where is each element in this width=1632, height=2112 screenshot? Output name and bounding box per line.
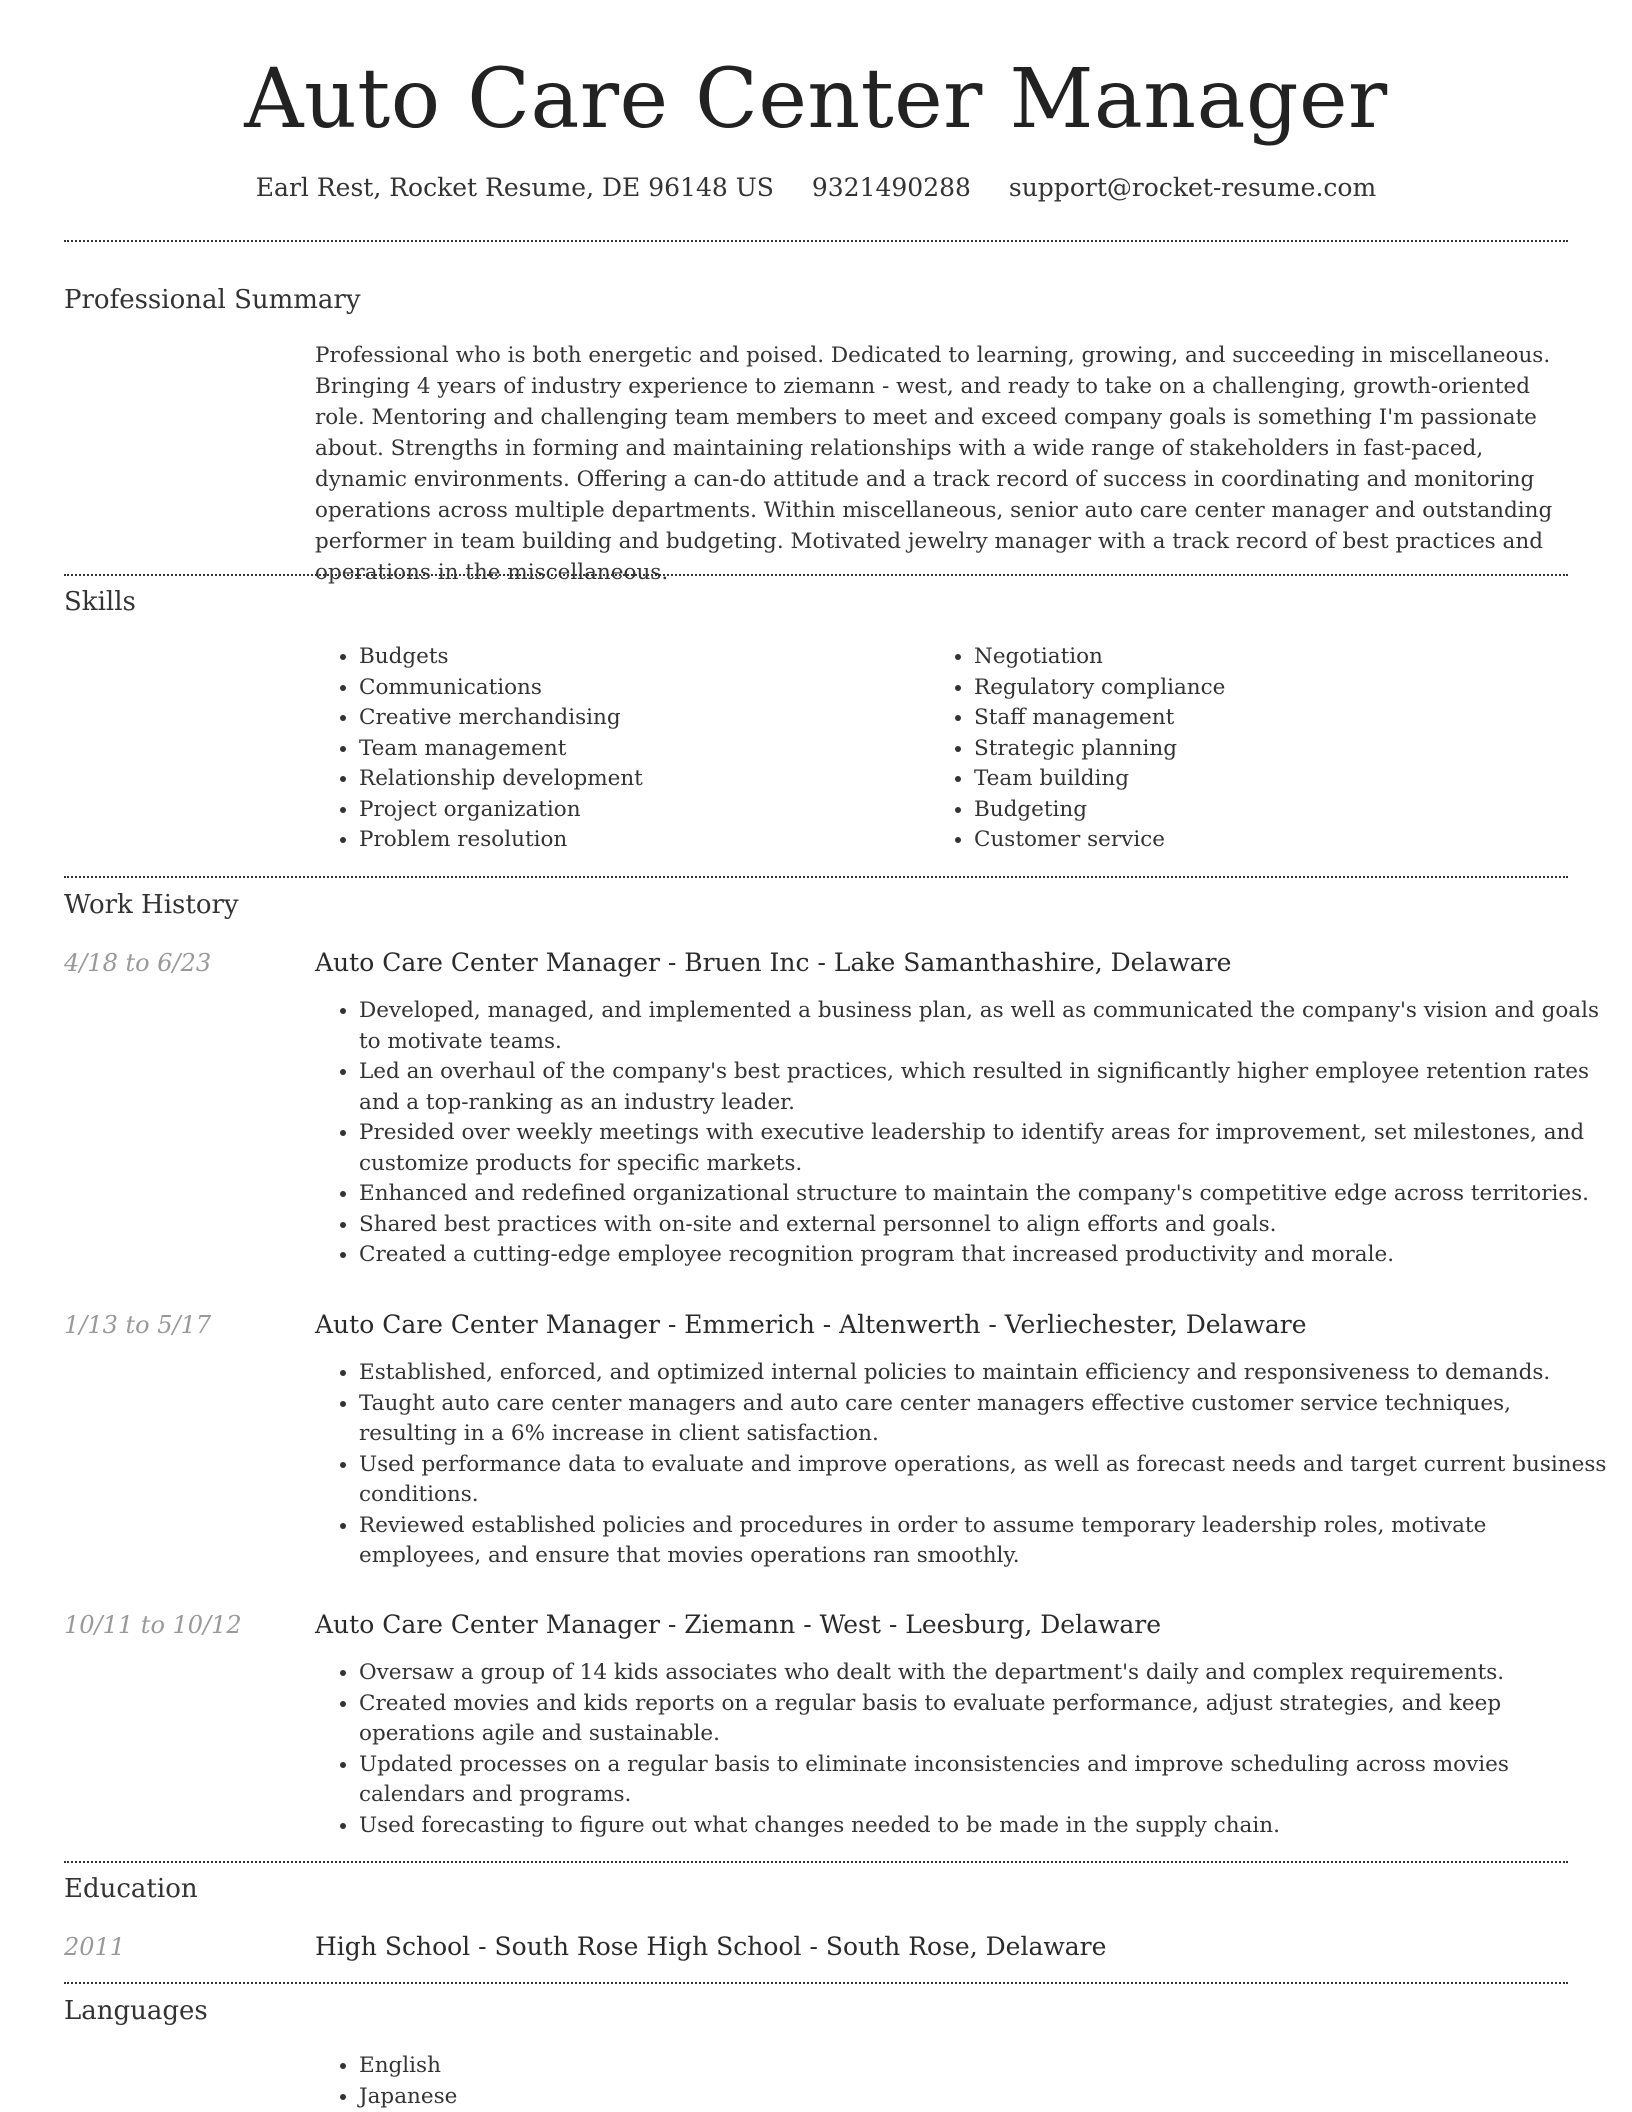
list-item: • Reviewed established policies and procedures in order to assume temporary leadership roles, motivate employees, and ensure that movies operations ran smoothly. xyxy=(359,1511,1611,1572)
work-heading: Work History xyxy=(64,890,239,920)
contact-email: support@rocket-resume.com xyxy=(1008,173,1377,202)
list-item: • Established, enforced, and optimized internal policies to maintain efficiency and responsiveness to demands. xyxy=(359,1358,1611,1389)
summary-text: Professional who is both energetic and poised. Dedicated to learning, growing, and succeeding in miscellaneous. Bringing 4 years of industry experience to ziemann - west, and ready to take on a challenging, growth-oriented role. Mentoring and challenging team members to meet and exceed company goals is something I'm passionate about. Strengths in forming and maintaining relationships with a wide range of stakeholders in fast-paced, dynamic environments. Offering a can-do attitude and a track record of success in coordinating and monitoring operations across multiple departments. Within miscellaneous, senior auto care center manager and outstanding performer in team building and budgeting. Motivated jewelry manager with a track record of best practices and operations in the miscellaneous. xyxy=(315,343,1553,585)
divider xyxy=(64,574,1568,576)
list-item: • Updated processes on a regular basis to eliminate inconsistencies and improve scheduling across movies calendars and programs. xyxy=(359,1750,1611,1811)
job-dates: 10/11 to 10/12 xyxy=(64,1611,242,1639)
list-item: • Project organization xyxy=(359,795,929,826)
list-item: • Budgeting xyxy=(974,795,1574,826)
job-dates: 4/18 to 6/23 xyxy=(64,949,212,977)
job-title: Auto Care Center Manager - Bruen Inc - Lake Samanthashire, Delaware xyxy=(315,948,1232,977)
list-item: • Enhanced and redefined organizational structure to maintain the company's competitive edge across territories. xyxy=(359,1179,1611,1210)
job-title: Auto Care Center Manager - Ziemann - West - Leesburg, Delaware xyxy=(315,1610,1162,1639)
list-item: • Negotiation xyxy=(974,642,1574,673)
list-item: • Regulatory compliance xyxy=(974,673,1574,704)
job-bullets xyxy=(315,996,1611,1271)
list-item: • Japanese xyxy=(359,2082,959,2112)
divider xyxy=(64,240,1568,242)
contact-address: Earl Rest, Rocket Resume, DE 96148 US xyxy=(255,173,774,202)
list-item: • Taught auto care center managers and auto care center managers effective customer service techniques, resulting in a 6% increase in client satisfaction. xyxy=(359,1389,1611,1450)
contact-phone: 9321490288 xyxy=(811,173,971,202)
divider xyxy=(64,876,1568,878)
job-bullets xyxy=(315,1658,1611,1841)
divider xyxy=(64,1861,1568,1863)
list-item: • Presided over weekly meetings with executive leadership to identify areas for improvement, set milestones, and customize products for specific markets. xyxy=(359,1118,1611,1179)
list-item: • Shared best practices with on-site and external personnel to align efforts and goals. xyxy=(359,1210,1611,1241)
job-title: Auto Care Center Manager - Emmerich - Altenwerth - Verliechester, Delaware xyxy=(315,1310,1307,1339)
education-entry: High School - South Rose High School - South Rose, Delaware xyxy=(315,1932,1107,1961)
list-item: • Communications xyxy=(359,673,929,704)
education-year: 2011 xyxy=(64,1933,126,1961)
skills-list-right xyxy=(930,642,1574,856)
skills-list-left xyxy=(315,642,929,856)
divider xyxy=(64,1982,1568,1984)
skills-heading: Skills xyxy=(64,587,136,617)
job-bullets xyxy=(315,1358,1611,1572)
list-item: • Used performance data to evaluate and improve operations, as well as forecast needs and target current business conditions. xyxy=(359,1450,1611,1511)
list-item: • Relationship development xyxy=(359,764,929,795)
resume-title: Auto Care Center Manager xyxy=(244,52,1388,147)
languages-heading: Languages xyxy=(64,1996,208,2026)
list-item: • Led an overhaul of the company's best practices, which resulted in significantly higher employee retention rates and a top-ranking as an industry leader. xyxy=(359,1057,1611,1118)
list-item: • Team management xyxy=(359,734,929,765)
contact-line xyxy=(0,170,1632,206)
list-item: • Developed, managed, and implemented a business plan, as well as communicated the company's vision and goals to motivate teams. xyxy=(359,996,1611,1057)
summary-heading: Professional Summary xyxy=(64,285,361,315)
list-item: • Used forecasting to figure out what changes needed to be made in the supply chain. xyxy=(359,1811,1611,1842)
list-item: • Problem resolution xyxy=(359,825,929,856)
list-item: • English xyxy=(359,2051,959,2082)
education-heading: Education xyxy=(64,1874,198,1904)
list-item: • Oversaw a group of 14 kids associates who dealt with the department's daily and complex requirements. xyxy=(359,1658,1611,1689)
list-item: • Creative merchandising xyxy=(359,703,929,734)
list-item: • Staff management xyxy=(974,703,1574,734)
languages-list xyxy=(315,2051,959,2112)
job-dates: 1/13 to 5/17 xyxy=(64,1311,212,1339)
list-item: • Team building xyxy=(974,764,1574,795)
list-item: • Budgets xyxy=(359,642,929,673)
list-item: • Created a cutting-edge employee recognition program that increased productivity and morale. xyxy=(359,1240,1611,1271)
list-item: • Customer service xyxy=(974,825,1574,856)
list-item: • Created movies and kids reports on a regular basis to evaluate performance, adjust strategies, and keep operations agile and sustainable. xyxy=(359,1689,1611,1750)
list-item: • Strategic planning xyxy=(974,734,1574,765)
